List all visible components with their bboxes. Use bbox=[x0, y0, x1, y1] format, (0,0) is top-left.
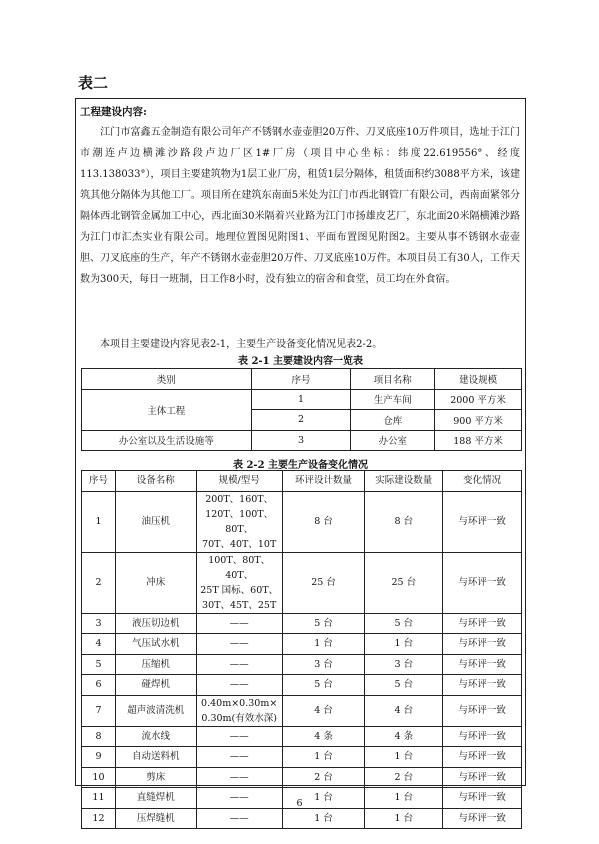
table-header-row bbox=[82, 369, 522, 390]
design-quantity-cell: 1 台 bbox=[282, 747, 365, 768]
name-cell: 生产车间 bbox=[351, 389, 435, 410]
table-header-row bbox=[82, 471, 522, 492]
actual-quantity-cell: 4 条 bbox=[365, 726, 443, 747]
equipment-name-cell: 油压机 bbox=[115, 491, 196, 552]
design-quantity-cell: 25 台 bbox=[282, 552, 365, 613]
spec-line: —— bbox=[229, 751, 249, 763]
page-number: 6 bbox=[296, 798, 303, 809]
actual-quantity-cell: 5 台 bbox=[365, 675, 443, 696]
header-cell: 项目名称 bbox=[351, 369, 435, 390]
spec-line: 0.30m(有效水深) bbox=[201, 712, 277, 724]
table-row bbox=[82, 389, 522, 410]
scale-cell: 900 平方米 bbox=[435, 410, 522, 431]
table-row bbox=[82, 675, 522, 696]
spec-cell bbox=[196, 675, 282, 696]
table-row bbox=[82, 726, 522, 747]
scale-cell: 2000 平方米 bbox=[435, 389, 522, 410]
spec-line: 120T、100T、80T、 bbox=[205, 508, 274, 535]
actual-quantity-cell: 2 台 bbox=[365, 767, 443, 788]
spec-line: —— bbox=[229, 730, 249, 742]
construction-table bbox=[81, 368, 522, 451]
design-quantity-cell: 5 台 bbox=[282, 613, 365, 634]
number-cell: 3 bbox=[82, 613, 116, 634]
equipment-name-cell: 气压试水机 bbox=[115, 634, 196, 655]
name-cell: 仓库 bbox=[351, 410, 435, 431]
table2-caption: 表 2-2 主要生产设备变化情况 bbox=[232, 460, 369, 471]
spec-cell bbox=[196, 613, 282, 634]
number-cell: 1 bbox=[82, 491, 116, 552]
spec-cell bbox=[196, 808, 282, 829]
equipment-name-cell: 冲床 bbox=[115, 552, 196, 613]
equipment-name-cell: 剪床 bbox=[115, 767, 196, 788]
header-cell: 环评设计数量 bbox=[282, 471, 365, 492]
change-cell: 与环评一致 bbox=[443, 726, 522, 747]
spec-line: 70T、40T、10T bbox=[202, 538, 277, 550]
equipment-name-cell: 碰焊机 bbox=[115, 675, 196, 696]
scale-cell: 188 平方米 bbox=[435, 430, 522, 451]
number-cell: 4 bbox=[82, 634, 116, 655]
table-row bbox=[82, 654, 522, 675]
number-cell: 9 bbox=[82, 747, 116, 768]
table-row bbox=[82, 491, 522, 552]
number-cell: 8 bbox=[82, 726, 116, 747]
spec-line: 200T、160T、 bbox=[205, 493, 274, 505]
actual-quantity-cell: 1 台 bbox=[365, 788, 443, 809]
spec-line: 25T 国标、60T、 bbox=[200, 584, 279, 596]
spec-line: —— bbox=[229, 812, 249, 824]
equipment-name-cell: 液压切边机 bbox=[115, 613, 196, 634]
actual-quantity-cell: 8 台 bbox=[365, 491, 443, 552]
design-quantity-cell: 4 台 bbox=[282, 695, 365, 726]
actual-quantity-cell: 1 台 bbox=[365, 747, 443, 768]
number-cell: 12 bbox=[82, 808, 116, 829]
number-cell: 5 bbox=[82, 654, 116, 675]
design-quantity-cell: 8 台 bbox=[282, 491, 365, 552]
number-cell: 1 bbox=[251, 389, 351, 410]
table-row bbox=[82, 695, 522, 726]
change-cell: 与环评一致 bbox=[443, 788, 522, 809]
number-cell: 10 bbox=[82, 767, 116, 788]
design-quantity-cell: 3 台 bbox=[282, 654, 365, 675]
spec-cell bbox=[196, 767, 282, 788]
actual-quantity-cell: 5 台 bbox=[365, 613, 443, 634]
header-cell: 序号 bbox=[251, 369, 351, 390]
table-row bbox=[82, 747, 522, 768]
number-cell: 2 bbox=[251, 410, 351, 431]
number-cell: 7 bbox=[82, 695, 116, 726]
table1-caption: 表 2-1 主要建设内容一览表 bbox=[237, 356, 364, 367]
change-cell: 与环评一致 bbox=[443, 767, 522, 788]
actual-quantity-cell: 25 台 bbox=[365, 552, 443, 613]
reference-paragraph-text: 本项目主要建设内容见表2-1，主要生产设备变化情况见表2-2。 bbox=[100, 339, 383, 350]
number-cell: 2 bbox=[82, 552, 116, 613]
design-quantity-cell: 1 台 bbox=[282, 808, 365, 829]
design-quantity-cell: 4 条 bbox=[282, 726, 365, 747]
actual-quantity-cell: 4 台 bbox=[365, 695, 443, 726]
change-cell: 与环评一致 bbox=[443, 634, 522, 655]
table-row bbox=[82, 767, 522, 788]
header-cell: 设备名称 bbox=[115, 471, 196, 492]
spec-line: —— bbox=[229, 792, 249, 804]
equipment-table bbox=[81, 470, 522, 829]
actual-quantity-cell: 3 台 bbox=[365, 654, 443, 675]
change-cell: 与环评一致 bbox=[443, 695, 522, 726]
spec-cell bbox=[196, 747, 282, 768]
change-cell: 与环评一致 bbox=[443, 613, 522, 634]
name-cell: 办公室 bbox=[351, 430, 435, 451]
change-cell: 与环评一致 bbox=[443, 654, 522, 675]
header-cell: 实际建设数量 bbox=[365, 471, 443, 492]
change-cell: 与环评一致 bbox=[443, 675, 522, 696]
table-row bbox=[82, 808, 522, 829]
change-cell: 与环评一致 bbox=[443, 491, 522, 552]
design-quantity-cell: 2 台 bbox=[282, 767, 365, 788]
design-quantity-cell: 1 台 bbox=[282, 788, 365, 809]
change-cell: 与环评一致 bbox=[443, 808, 522, 829]
category-cell: 办公室以及生活设施等 bbox=[82, 430, 252, 451]
category-cell: 主体工程 bbox=[82, 389, 252, 430]
header-cell: 变化情况 bbox=[443, 471, 522, 492]
spec-line: —— bbox=[229, 658, 249, 670]
number-cell: 3 bbox=[251, 430, 351, 451]
spec-line: —— bbox=[229, 679, 249, 691]
header-cell: 序号 bbox=[82, 471, 116, 492]
page-heading: 表二 bbox=[78, 74, 109, 92]
spec-cell bbox=[196, 695, 282, 726]
spec-cell bbox=[196, 552, 282, 613]
header-cell: 建设规模 bbox=[435, 369, 522, 390]
equipment-name-cell: 压缩机 bbox=[115, 654, 196, 675]
table-row bbox=[82, 552, 522, 613]
equipment-name-cell: 自动送料机 bbox=[115, 747, 196, 768]
spec-line: —— bbox=[229, 771, 249, 783]
equipment-table-body bbox=[82, 491, 522, 829]
spec-line: —— bbox=[229, 638, 249, 650]
equipment-name-cell: 直缝焊机 bbox=[115, 788, 196, 809]
actual-quantity-cell: 1 台 bbox=[365, 808, 443, 829]
equipment-name-cell: 流水线 bbox=[115, 726, 196, 747]
spec-line: —— bbox=[229, 617, 249, 629]
spec-cell bbox=[196, 491, 282, 552]
spec-line: 30T、45T、25T bbox=[202, 599, 277, 611]
header-cell: 规模/型号 bbox=[196, 471, 282, 492]
number-cell: 6 bbox=[82, 675, 116, 696]
spec-cell bbox=[196, 654, 282, 675]
table-row bbox=[82, 430, 522, 451]
section-label: 工程建设内容: bbox=[80, 106, 147, 118]
design-quantity-cell: 1 台 bbox=[282, 634, 365, 655]
design-quantity-cell: 5 台 bbox=[282, 675, 365, 696]
intro-paragraph bbox=[80, 122, 520, 290]
actual-quantity-cell: 1 台 bbox=[365, 634, 443, 655]
table-row bbox=[82, 634, 522, 655]
header-cell: 类别 bbox=[82, 369, 252, 390]
table-row bbox=[82, 613, 522, 634]
spec-line: 100T、80T、40T、 bbox=[208, 554, 271, 581]
equipment-name-cell: 超声波清洗机 bbox=[115, 695, 196, 726]
number-cell: 11 bbox=[82, 788, 116, 809]
spec-cell bbox=[196, 634, 282, 655]
change-cell: 与环评一致 bbox=[443, 747, 522, 768]
spec-line: 0.40m×0.30m× bbox=[201, 697, 278, 709]
spec-cell bbox=[196, 726, 282, 747]
change-cell: 与环评一致 bbox=[443, 552, 522, 613]
equipment-name-cell: 压焊缝机 bbox=[115, 808, 196, 829]
intro-paragraph-text: 江门市富鑫五金制造有限公司年产不锈钢水壶壶胆20万件、刀叉底座10万件项目，选址于江门市潮连卢边横滩沙路段卢边厂区1#厂房（项目中心坐标：纬度22.619556°、经度113.138033°），项目主要建筑物为1层工业厂房，租赁1层分隔体，租赁面积约3088平方米，该建筑其他分隔体为其他工厂。项目所在建筑东南面5米处为江门市西北钢管厂有限公司，西南面紧邻分隔体西北钢管金属加工中心，西北面30米隔着兴业路为江门市扬雄皮艺厂，东北面20米隔横滩沙路为江门市汇杰实业有限公司。地理位置图见附图1、平面布置图见附图2。主要从事不锈钢水壶壶胆、刀叉底座的生产，年产不锈钢水壶壶胆20万件、刀叉底座10万件。本项目员工有30人，工作天数为300天，每日一班制，日工作8小时，没有独立的宿舍和食堂，员工均在外食宿。 bbox=[80, 127, 520, 285]
